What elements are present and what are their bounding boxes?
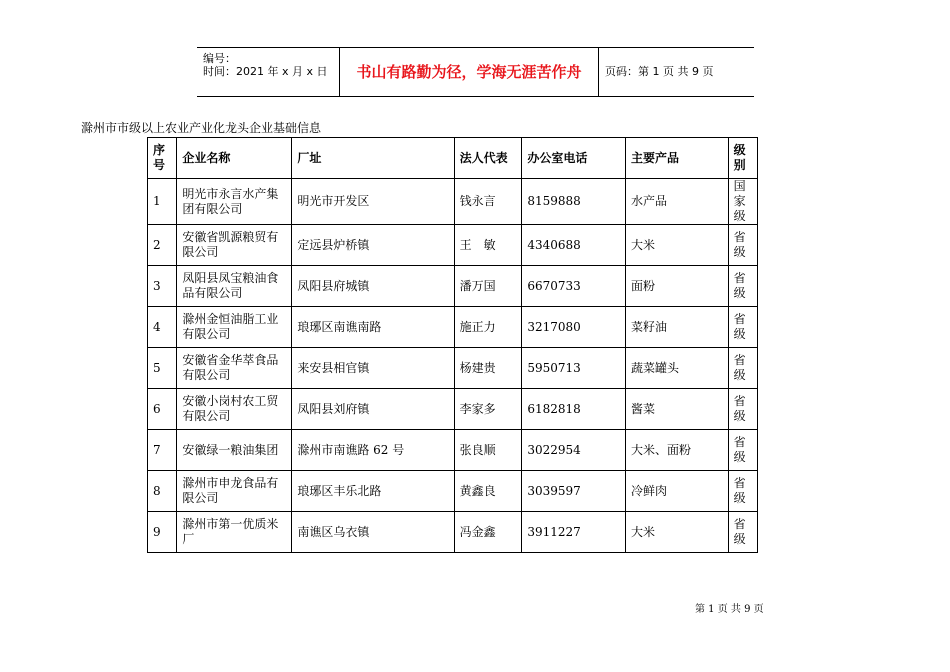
cell-product: 面粉 <box>626 266 729 307</box>
table-row <box>148 179 758 225</box>
cell-index: 8 <box>148 471 177 512</box>
cell-index: 3 <box>148 266 177 307</box>
cell-index: 4 <box>148 307 177 348</box>
cell-level: 省级 <box>728 430 757 471</box>
cell-address: 凤阳县刘府镇 <box>292 389 454 430</box>
header-cell-level: 级别 <box>728 138 757 179</box>
document-title: 滁州市市级以上农业产业化龙头企业基础信息 <box>81 121 322 135</box>
cell-address: 琅琊区南谯南路 <box>292 307 454 348</box>
cell-company: 安徽小岗村农工贸有限公司 <box>177 389 292 430</box>
cell-representative: 潘万国 <box>454 266 522 307</box>
cell-level: 省级 <box>728 225 757 266</box>
cell-representative: 杨建贵 <box>454 348 522 389</box>
cell-product: 酱菜 <box>626 389 729 430</box>
header-cell-phone: 办公室电话 <box>522 138 626 179</box>
table-row <box>148 512 758 553</box>
cell-index: 2 <box>148 225 177 266</box>
cell-phone: 3217080 <box>522 307 626 348</box>
number-label: 编号： <box>203 52 236 65</box>
cell-representative: 黄鑫良 <box>454 471 522 512</box>
cell-address: 来安县相官镇 <box>292 348 454 389</box>
table-row <box>148 389 758 430</box>
enterprise-table <box>147 137 758 553</box>
cell-index: 1 <box>148 179 177 225</box>
table-row <box>148 225 758 266</box>
cell-index: 7 <box>148 430 177 471</box>
time-label: 时间：2021 年 x 月 x 日 <box>203 65 328 78</box>
cell-company: 安徽省金华萃食品有限公司 <box>177 348 292 389</box>
cell-company: 滁州金恒油脂工业有限公司 <box>177 307 292 348</box>
header-cell-index: 序号 <box>148 138 177 179</box>
cell-index: 9 <box>148 512 177 553</box>
cell-level: 省级 <box>728 266 757 307</box>
cell-product: 水产品 <box>626 179 729 225</box>
table-row <box>148 430 758 471</box>
header-cell-product: 主要产品 <box>626 138 729 179</box>
header-cell-representative: 法人代表 <box>454 138 522 179</box>
cell-product: 冷鲜肉 <box>626 471 729 512</box>
cell-product: 蔬菜罐头 <box>626 348 729 389</box>
cell-phone: 6670733 <box>522 266 626 307</box>
cell-representative: 冯金鑫 <box>454 512 522 553</box>
cell-product: 菜籽油 <box>626 307 729 348</box>
page-header <box>197 47 754 97</box>
cell-phone: 8159888 <box>522 179 626 225</box>
cell-company: 凤阳县凤宝粮油食品有限公司 <box>177 266 292 307</box>
table-header-row <box>148 138 758 179</box>
cell-phone: 3022954 <box>522 430 626 471</box>
cell-representative: 钱永言 <box>454 179 522 225</box>
cell-company: 安徽绿一粮油集团 <box>177 430 292 471</box>
cell-level: 国家级 <box>728 179 757 225</box>
cell-phone: 3039597 <box>522 471 626 512</box>
cell-level: 省级 <box>728 512 757 553</box>
table-row <box>148 307 758 348</box>
cell-product: 大米 <box>626 225 729 266</box>
table-row <box>148 471 758 512</box>
header-cell-address: 厂址 <box>292 138 454 179</box>
cell-company: 滁州市第一优质米厂 <box>177 512 292 553</box>
cell-index: 5 <box>148 348 177 389</box>
cell-product: 大米、面粉 <box>626 430 729 471</box>
table-row <box>148 266 758 307</box>
cell-index: 6 <box>148 389 177 430</box>
cell-level: 省级 <box>728 307 757 348</box>
cell-phone: 3911227 <box>522 512 626 553</box>
cell-company: 明光市永言水产集团有限公司 <box>177 179 292 225</box>
cell-representative: 王 敏 <box>454 225 522 266</box>
cell-phone: 5950713 <box>522 348 626 389</box>
cell-phone: 6182818 <box>522 389 626 430</box>
header-cell-company: 企业名称 <box>177 138 292 179</box>
cell-company: 滁州市申龙食品有限公司 <box>177 471 292 512</box>
cell-address: 凤阳县府城镇 <box>292 266 454 307</box>
cell-product: 大米 <box>626 512 729 553</box>
table-row <box>148 348 758 389</box>
cell-level: 省级 <box>728 389 757 430</box>
cell-address: 明光市开发区 <box>292 179 454 225</box>
header-meta <box>197 48 339 96</box>
cell-address: 南谯区乌衣镇 <box>292 512 454 553</box>
page-footer: 第 1 页 共 9 页 <box>695 604 764 615</box>
cell-representative: 李家多 <box>454 389 522 430</box>
cell-company: 安徽省凯源粮贸有限公司 <box>177 225 292 266</box>
cell-address: 滁州市南谯路 62 号 <box>292 430 454 471</box>
cell-level: 省级 <box>728 348 757 389</box>
header-motto: 书山有路勤为径，学海无涯苦作舟 <box>339 48 599 96</box>
page-code: 页码：第 1 页 共 9 页 <box>605 65 714 78</box>
cell-level: 省级 <box>728 471 757 512</box>
cell-representative: 张良顺 <box>454 430 522 471</box>
cell-address: 定远县炉桥镇 <box>292 225 454 266</box>
cell-representative: 施正力 <box>454 307 522 348</box>
cell-address: 琅琊区丰乐北路 <box>292 471 454 512</box>
cell-phone: 4340688 <box>522 225 626 266</box>
